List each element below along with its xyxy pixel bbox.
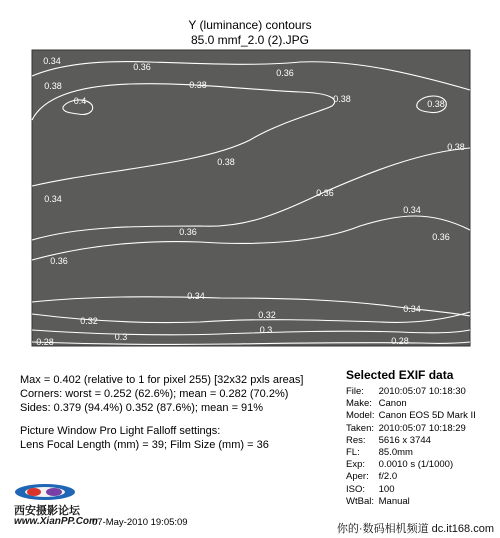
exif-key: FL:: [346, 447, 360, 458]
stats-max: Max = 0.402 (relative to 1 for pixel 255) [32x32 pxls areas]: [20, 374, 304, 386]
exif-value: f/2.0: [376, 471, 398, 483]
contour-label: 0.34: [44, 194, 62, 204]
exif-key: Aper:: [346, 471, 369, 483]
contour-label: 0.4: [73, 96, 87, 106]
logo-icon: [14, 483, 76, 501]
contour-label: 0.38: [189, 80, 207, 90]
contour-label: 0.36: [276, 68, 294, 78]
contour-label: 0.34: [403, 304, 421, 314]
watermark-line1: 西安摄影论坛: [14, 505, 80, 517]
contour-label: 0.36: [50, 256, 68, 266]
footer-credit: 你的·数码相机频道 dc.it168.com: [336, 523, 494, 535]
chart-subtitle: 85.0 mmf_2.0 (2).JPG: [190, 33, 310, 47]
watermark-line2: www.XianPP.Com: [14, 516, 98, 527]
stats-sides: Sides: 0.379 (94.4%) 0.352 (87.6%); mean = 91%: [20, 402, 264, 414]
contour-label: 0.34: [187, 291, 205, 301]
exif-row: [346, 423, 466, 434]
contour-label: 0.32: [258, 310, 276, 320]
contour-label: 0.36: [432, 232, 450, 242]
exif-value: Canon EOS 5D Mark II: [376, 410, 476, 422]
exif-row: [346, 484, 395, 495]
exif-row: [346, 459, 453, 470]
exif-key: WtBal:: [346, 495, 374, 507]
exif-row: [346, 398, 407, 409]
contour-label: 0.38: [427, 99, 445, 109]
exif-key: Make:: [346, 398, 372, 410]
exif-key: Exp:: [346, 459, 366, 471]
stats-falloff-heading: Picture Window Pro Light Falloff settings:: [20, 425, 221, 437]
exif-value: Manual: [376, 495, 410, 507]
chart-title: Y (luminance) contours: [188, 18, 312, 32]
contour-label: 0.34: [43, 56, 61, 66]
contour-label: 0.38: [447, 142, 465, 152]
contour-label: 0.28: [391, 336, 409, 346]
exif-value: 100: [376, 483, 395, 495]
exif-row: [346, 410, 476, 421]
exif-key: File:: [346, 386, 364, 397]
exif-row: [346, 447, 413, 458]
exif-value: 2010:05:07 10:18:30: [376, 386, 466, 397]
stats-corners: Corners: worst = 0.252 (62.6%); mean = 0.282 (70.2%): [20, 388, 289, 400]
contour-label: 0.38: [333, 94, 351, 104]
stats-lens-settings: Lens Focal Length (mm) = 39; Film Size (mm) = 36: [20, 439, 269, 451]
exif-value: Canon: [376, 398, 407, 410]
contour-label: 0.36: [133, 62, 151, 72]
exif-row: [346, 471, 397, 482]
contour-label: 0.3: [114, 332, 128, 342]
contour-label: 0.3: [259, 325, 273, 335]
exif-row: [346, 496, 410, 507]
contour-label: 0.32: [80, 316, 98, 326]
exif-key: Res:: [346, 434, 366, 446]
plot-background: [32, 50, 470, 346]
exif-key: ISO:: [346, 483, 366, 495]
exif-row: [346, 386, 466, 397]
contour-label: 0.36: [179, 227, 197, 237]
exif-value: 0.0010 s (1/1000): [376, 459, 454, 471]
contour-label: 0.38: [44, 81, 62, 91]
exif-value: 2010:05:07 10:18:29: [376, 422, 466, 434]
contour-label: 0.34: [403, 205, 421, 215]
exif-value: 5616 x 3744: [376, 434, 431, 446]
contour-label: 0.36: [316, 188, 334, 198]
exif-row: [346, 435, 431, 446]
contour-label: 0.28: [36, 337, 54, 347]
exif-key: Model:: [346, 410, 375, 422]
timestamp: 07-May-2010 19:05:09: [92, 517, 188, 528]
exif-value: 85.0mm: [376, 447, 413, 458]
exif-title: Selected EXIF data: [346, 368, 454, 382]
contour-label: 0.38: [217, 157, 235, 167]
exif-key: Taken:: [346, 422, 374, 434]
